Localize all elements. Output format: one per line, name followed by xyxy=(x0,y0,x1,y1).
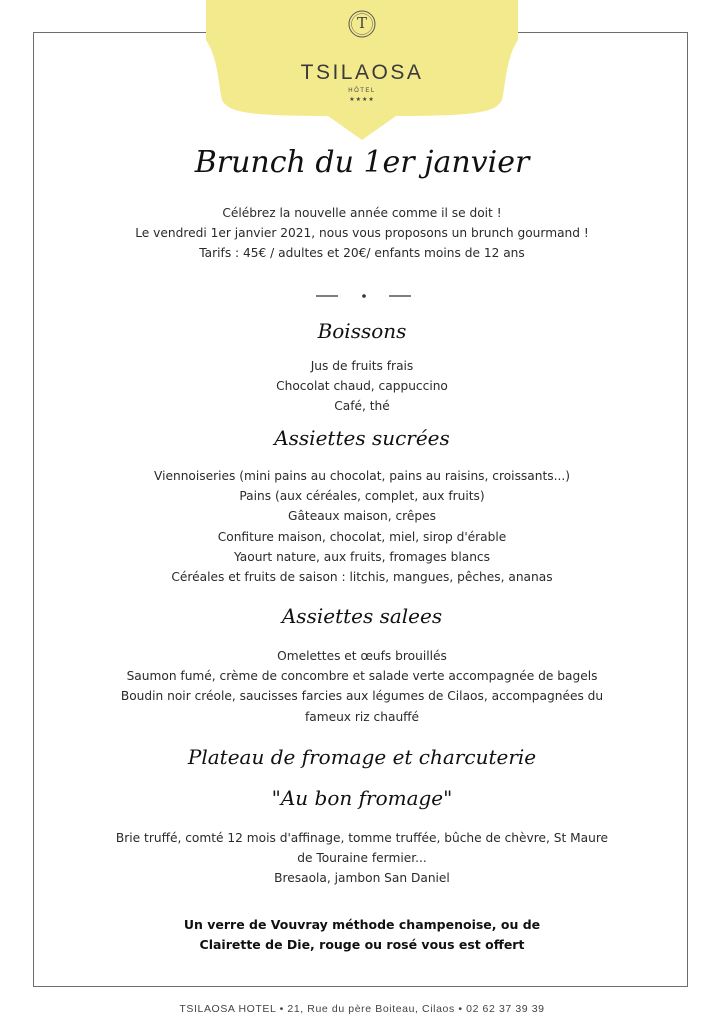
intro-line: Tarifs : 45€ / adultes et 20€/ enfants moins de 12 ans xyxy=(199,246,525,261)
list-item: Viennoiseries (mini pains au chocolat, pains au raisins, croissants...) xyxy=(154,469,570,483)
list-item: Jus de fruits frais xyxy=(310,359,414,373)
section-heading-plateau-subtitle: "Au bon fromage" xyxy=(271,786,453,810)
section-heading-salees: Assiettes salees xyxy=(281,604,443,628)
offer-line: Un verre de Vouvray méthode champenoise, ou de xyxy=(183,917,541,932)
plateau-list xyxy=(60,828,664,889)
list-item: Boudin noir créole, saucisses farcies aux légumes de Cilaos, accompagnées du xyxy=(120,689,604,704)
list-item: Omelettes et œufs brouillés xyxy=(277,649,447,663)
logo-stars: ★★★★ xyxy=(349,96,375,103)
logo-name: TSILAOSA xyxy=(300,61,424,84)
sucrees-list xyxy=(60,466,664,587)
offer-line: Clairette de Die, rouge ou rosé vous est offert xyxy=(199,937,525,952)
list-item: Céréales et fruits de saison : litchis, mangues, pêches, ananas xyxy=(171,570,553,585)
list-item: Confiture maison, chocolat, miel, sirop d'érable xyxy=(217,529,507,544)
offer-text xyxy=(60,915,664,955)
list-item: Bresaola, jambon San Daniel xyxy=(274,871,450,886)
list-item: Pains (aux céréales, complet, aux fruits) xyxy=(239,489,485,504)
list-item: Gâteaux maison, crêpes xyxy=(288,509,436,524)
list-item: Chocolat chaud, cappuccino xyxy=(276,379,448,394)
separator-ornament-icon xyxy=(316,290,411,302)
list-item: Café, thé xyxy=(334,399,390,414)
list-item: de Touraine fermier... xyxy=(297,851,427,866)
section-heading-plateau: Plateau de fromage et charcuterie xyxy=(187,745,537,769)
list-item: Saumon fumé, crème de concombre et salade verte accompagnée de bagels xyxy=(126,669,598,684)
boissons-list xyxy=(60,356,664,417)
intro-text xyxy=(60,203,664,264)
logo-monogram: T xyxy=(356,14,367,32)
section-heading-sucrees: Assiettes sucrées xyxy=(274,426,450,450)
list-item: Yaourt nature, aux fruits, fromages blancs xyxy=(234,549,490,564)
intro-line: Le vendredi 1er janvier 2021, nous vous proposons un brunch gourmand ! xyxy=(135,226,589,241)
list-item: fameux riz chauffé xyxy=(304,709,420,724)
page-title: Brunch du 1er janvier xyxy=(194,145,530,180)
logo-subtitle: HÔTEL xyxy=(348,88,376,94)
intro-line: Célébrez la nouvelle année comme il se doit ! xyxy=(222,206,502,220)
list-item: Brie truffé, comté 12 mois d'affinage, tomme truffée, bûche de chèvre, St Maure xyxy=(115,831,609,845)
hotel-logo-badge xyxy=(206,0,518,140)
section-heading-boissons: Boissons xyxy=(317,319,407,343)
salees-list xyxy=(60,646,664,727)
footer-address: TSILAOSA HOTEL • 21, Rue du père Boiteau, Cilaos • 02 62 37 39 39 xyxy=(179,1003,545,1015)
